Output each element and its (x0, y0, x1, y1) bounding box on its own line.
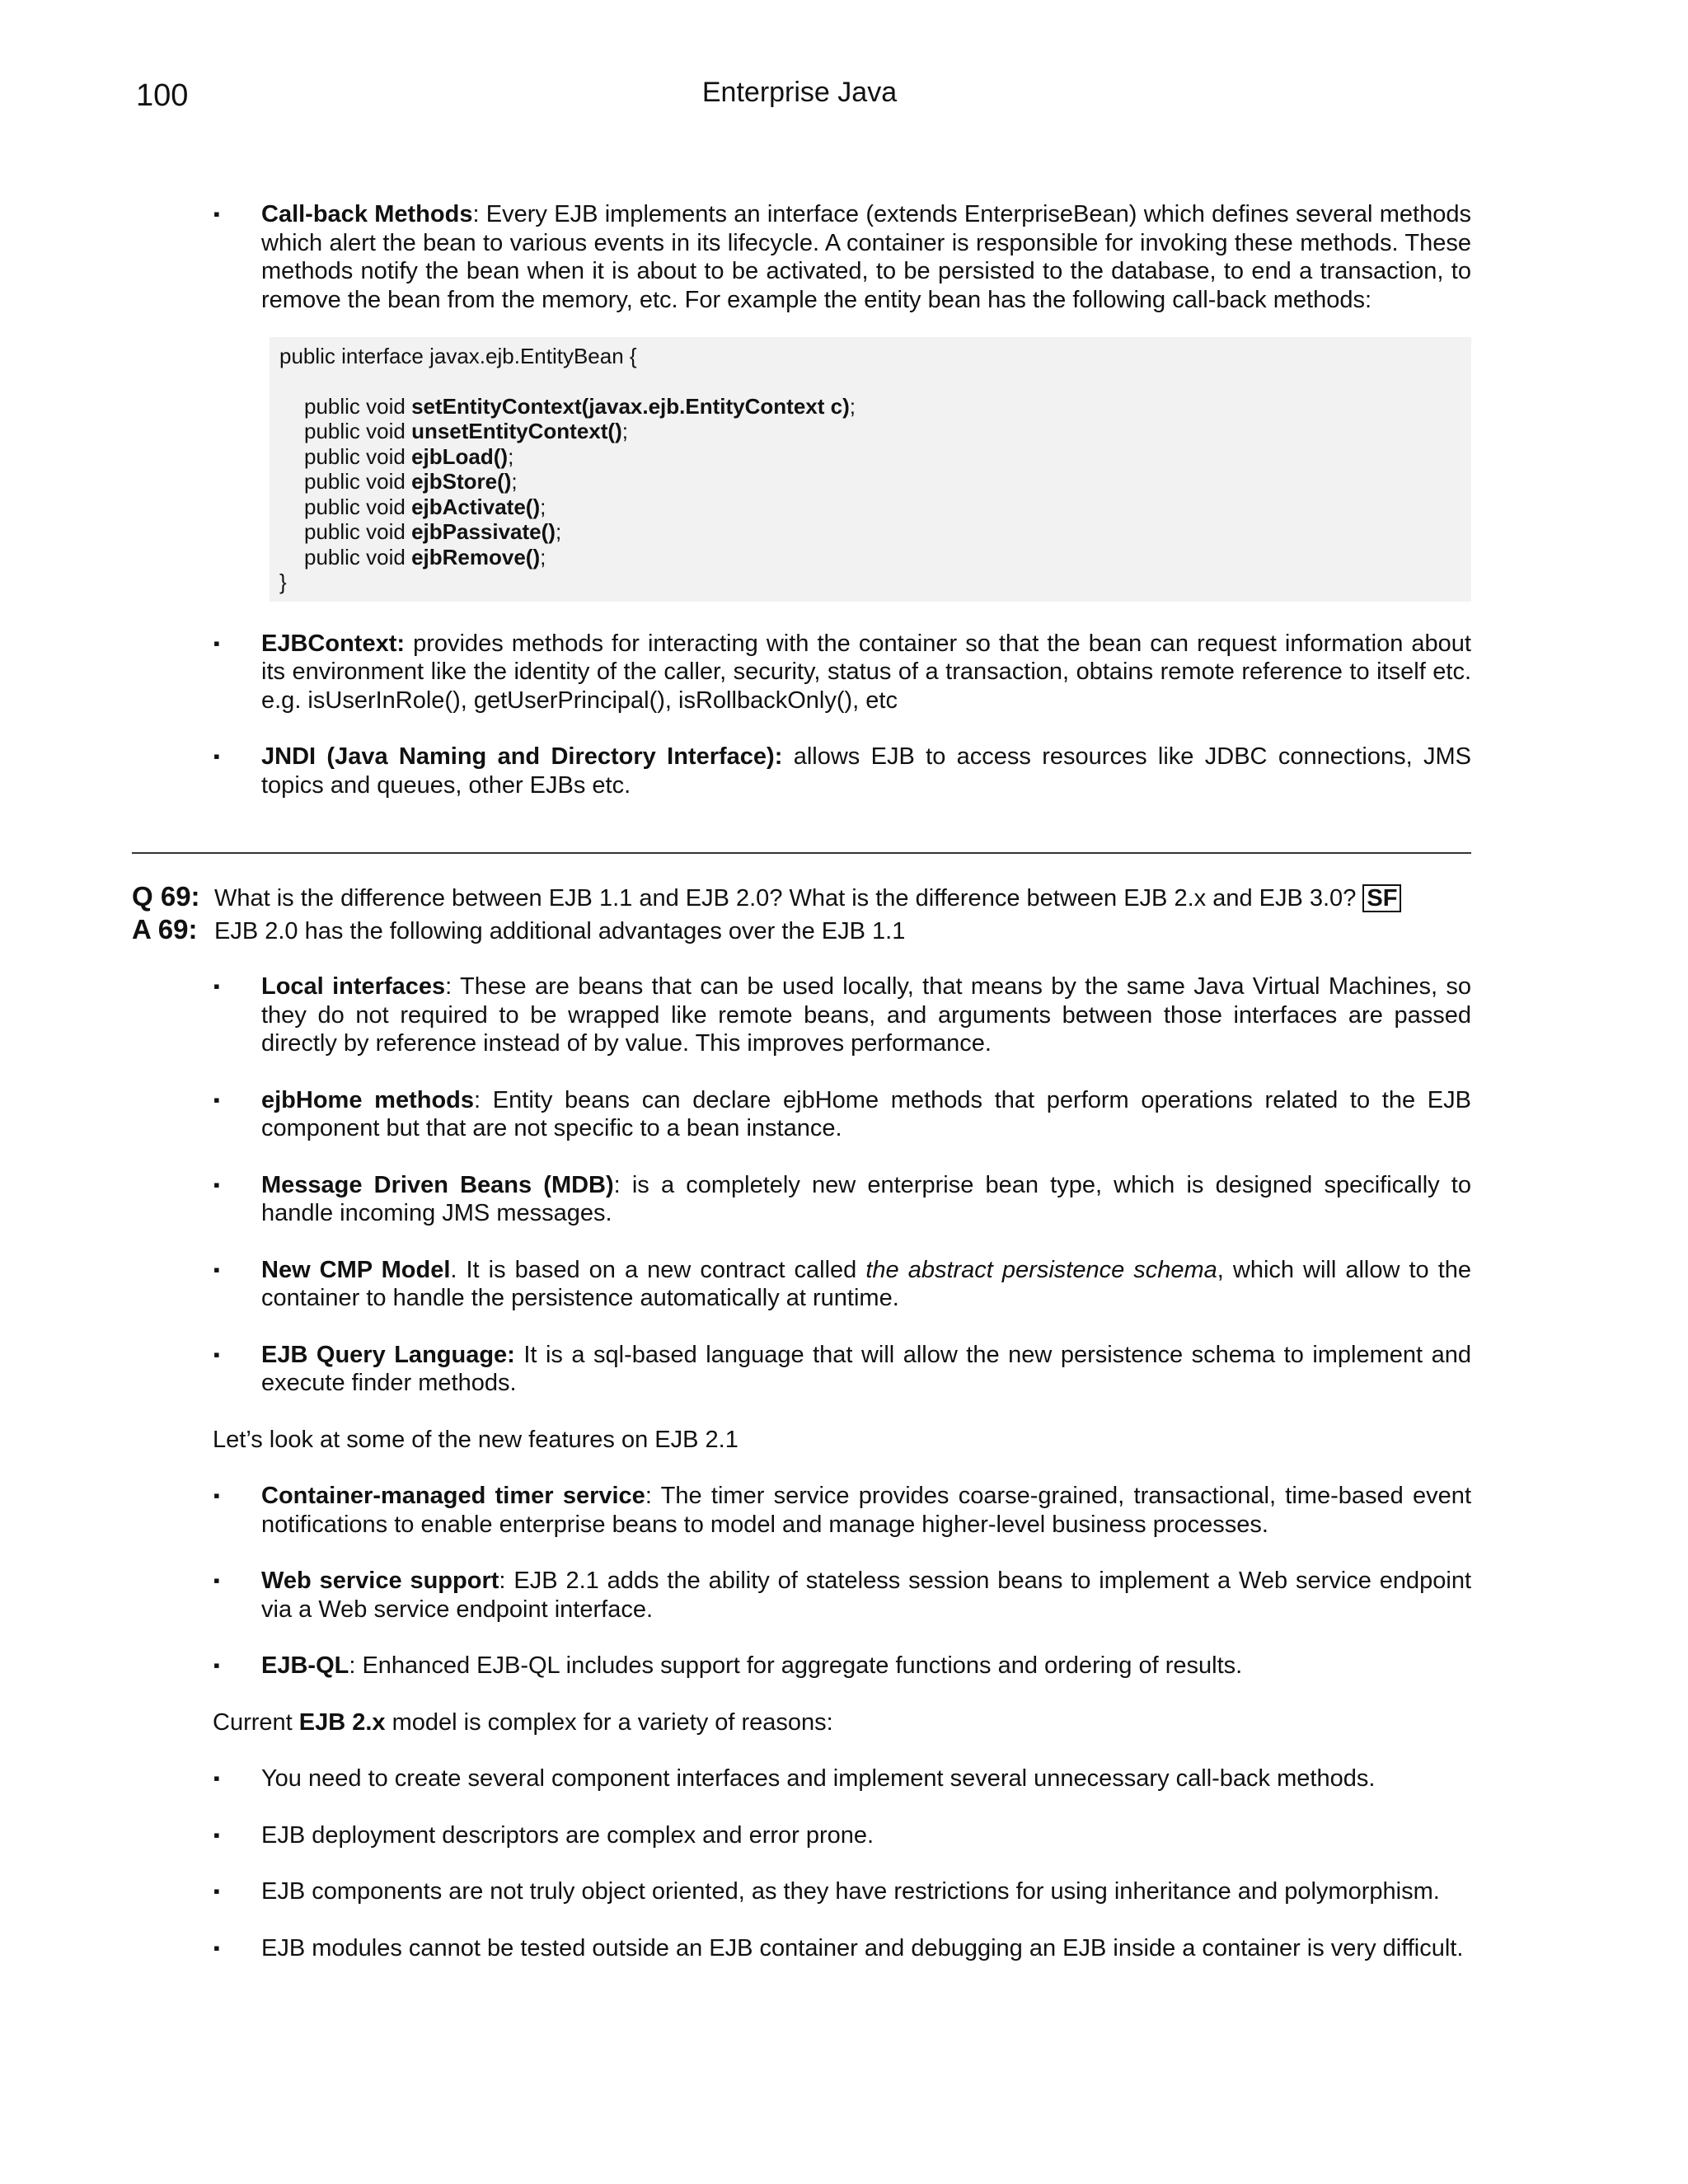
code-line: public interface javax.ejb.EntityBean { (279, 344, 637, 368)
text: : EJB 2.1 adds the ability of stateless session beans to implement a Web service endpoint via a Web service endpoint interface. (261, 1568, 1472, 1623)
question-label: Q 69: (132, 881, 200, 912)
bullet-new-cmp-model (210, 1256, 1471, 1313)
bullet-icon: ▪ (213, 1485, 220, 1506)
bullet-icon: ▪ (213, 1089, 220, 1110)
code-prefix: public void (304, 419, 412, 443)
code-method: ejbPassivate() (411, 519, 556, 544)
term: Message Driven Beans (MDB) (261, 1171, 614, 1198)
text: , which will allow to the container to handle the persistence automatically at runtime. (261, 1256, 1472, 1311)
bullet-icon: ▪ (213, 1570, 220, 1591)
code-prefix: public void (304, 494, 412, 519)
bullet-reason (210, 1934, 1471, 1963)
code-prefix: public void (304, 544, 412, 569)
code-semicolon: ; (621, 419, 628, 443)
sf-tag: SF (1362, 884, 1401, 912)
bullet-icon: ▪ (213, 1655, 220, 1675)
text: You need to create several component interfaces and implement several unnecessary call-back methods. (261, 1765, 1376, 1792)
text: EJB deployment descriptors are complex and error prone. (261, 1821, 874, 1849)
term: EJB 2.x (298, 1708, 386, 1736)
intro-ejb2x (210, 1708, 1471, 1737)
term: Web service support (261, 1568, 499, 1594)
code-method: ejbRemove() (411, 544, 541, 569)
code-line (279, 419, 1463, 444)
text: : is a completely new enterprise bean type, which is designed specifically to handle incoming JMS messages. (261, 1171, 1471, 1226)
bullet-icon: ▪ (213, 976, 220, 996)
question-69 (132, 882, 1484, 913)
code-method: unsetEntityContext() (411, 419, 622, 443)
bullet-ejb-ql (210, 1652, 1471, 1680)
text: allows EJB to access resources like JDBC connections, JMS topics and queues, other EJBs etc. (261, 743, 1471, 799)
bullet-callback-methods (210, 200, 1471, 314)
bullet-icon: ▪ (213, 746, 220, 766)
term: Call-back Methods (261, 201, 473, 227)
bullet-web-service-support (210, 1567, 1471, 1624)
code-line (279, 469, 1463, 494)
text: EJB components are not truly object oriented, as they have restrictions for using inheritance and polymorphism. (261, 1878, 1440, 1905)
text: : The timer service provides coarse-grained, transactional, time-based event notifications to enable enterprise beans to model and manage higher-level business processes. (261, 1483, 1471, 1538)
code-semicolon: ; (508, 443, 514, 469)
term: JNDI (Java Naming and Directory Interface): (261, 743, 783, 770)
code-line: } (279, 569, 287, 594)
bullet-reason (210, 1821, 1471, 1850)
code-blank-line (279, 369, 1463, 394)
code-prefix: public void (304, 469, 412, 494)
section-divider (132, 852, 1471, 854)
bullet-icon: ▪ (213, 204, 220, 224)
code-semicolon: ; (511, 469, 518, 494)
bullet-local-interfaces (210, 972, 1471, 1058)
bullet-ejbhome-methods (210, 1086, 1471, 1143)
term: ejbHome methods (261, 1086, 475, 1113)
text: It is a sql-based language that will allow the new persistence schema to implement and execute finder methods. (261, 1341, 1471, 1396)
bullet-reason (210, 1765, 1471, 1793)
bullet-icon: ▪ (213, 1258, 220, 1280)
running-header: Enterprise Java (701, 77, 898, 108)
code-method: ejbActivate() (411, 494, 541, 519)
italic-term: the abstract persistence schema (865, 1256, 1217, 1283)
bullet-mdb (210, 1171, 1471, 1228)
page-number: 100 (136, 78, 189, 113)
bullet-icon: ▪ (213, 1881, 220, 1901)
term: EJB-QL (261, 1652, 349, 1679)
code-line (279, 519, 1463, 545)
text: : These are beans that can be used locally, that means by the same Java Virtual Machines, so they do not required to be wrapped like remote beans, and arguments between those interfaces are passed directly by reference instead of by value. This improves performance. (261, 973, 1471, 1057)
term: Local interfaces (261, 973, 446, 1000)
bullet-icon: ▪ (213, 1768, 220, 1788)
term: EJBContext: (261, 630, 406, 657)
code-semicolon: ; (555, 519, 562, 544)
term: EJB Query Language: (261, 1341, 515, 1368)
question-text: What is the difference between EJB 1.1 and EJB 2.0? What is the difference between EJB 2.x and EJB 3.0? (214, 885, 1363, 912)
code-semicolon: ; (540, 494, 546, 519)
bullet-icon: ▪ (213, 1343, 220, 1365)
code-prefix: public void (304, 443, 412, 469)
text: EJB modules cannot be tested outside an EJB container and debugging an EJB inside a container is very difficult. (261, 1934, 1464, 1961)
code-method: ejbLoad() (411, 443, 509, 469)
bullet-timer-service (210, 1482, 1471, 1539)
text: . It is based on a new contract called (450, 1256, 866, 1283)
code-line (279, 444, 1463, 470)
text: Current (213, 1708, 299, 1736)
code-prefix: public void (304, 519, 412, 544)
bullet-icon: ▪ (213, 1824, 220, 1845)
bullet-jndi (210, 743, 1471, 799)
text: model is complex for a variety of reasons: (385, 1708, 833, 1736)
section-ejb-features (210, 972, 1471, 1962)
section-ejb-components (210, 200, 1471, 799)
bullet-icon: ▪ (213, 1937, 220, 1958)
intro-ejb21: Let’s look at some of the new features on EJB 2.1 (213, 1426, 738, 1453)
text: : Entity beans can declare ejbHome methods that perform operations related to the EJB component but that are not specific to a bean instance. (261, 1086, 1471, 1141)
bullet-icon: ▪ (213, 1174, 220, 1195)
term: Container-managed timer service (261, 1483, 645, 1509)
code-method: ejbStore() (411, 469, 512, 494)
answer-69 (132, 915, 1484, 946)
code-semicolon: ; (540, 544, 546, 569)
bullet-ejbcontext (210, 630, 1471, 715)
bullet-icon: ▪ (213, 632, 220, 654)
code-block (270, 337, 1471, 602)
code-prefix: public void (304, 393, 412, 419)
code-line (279, 545, 1463, 570)
bullet-reason (210, 1877, 1471, 1906)
bullet-ejb-query-language (210, 1341, 1471, 1398)
term: New CMP Model (261, 1256, 451, 1283)
text: provides methods for interacting with the container so that the bean can request information about its environment like the identity of the caller, security, status of a transaction, obtains remote reference to itself etc. e.g. isUserInRole(), getUserPrincipal(), isRollbackOnly(), etc (261, 630, 1471, 714)
answer-label: A 69: (132, 914, 198, 944)
text: : Enhanced EJB-QL includes support for aggregate functions and ordering of results. (349, 1652, 1243, 1679)
code-line (279, 494, 1463, 520)
answer-text: EJB 2.0 has the following additional advantages over the EJB 1.1 (214, 918, 906, 944)
code-method: setEntityContext(javax.ejb.EntityContext c) (411, 393, 850, 419)
text: : Every EJB implements an interface (extends EnterpriseBean) which defines several methods which alert the bean to various events in its lifecycle. A container is responsible for invoking these methods. These methods notify the bean when it is about to be activated, to be persisted to the database, to end a transaction, to remove the bean from the memory, etc. For example the entity bean has the following call-back methods: (261, 201, 1471, 313)
code-semicolon: ; (849, 393, 856, 419)
code-line (279, 394, 1463, 419)
